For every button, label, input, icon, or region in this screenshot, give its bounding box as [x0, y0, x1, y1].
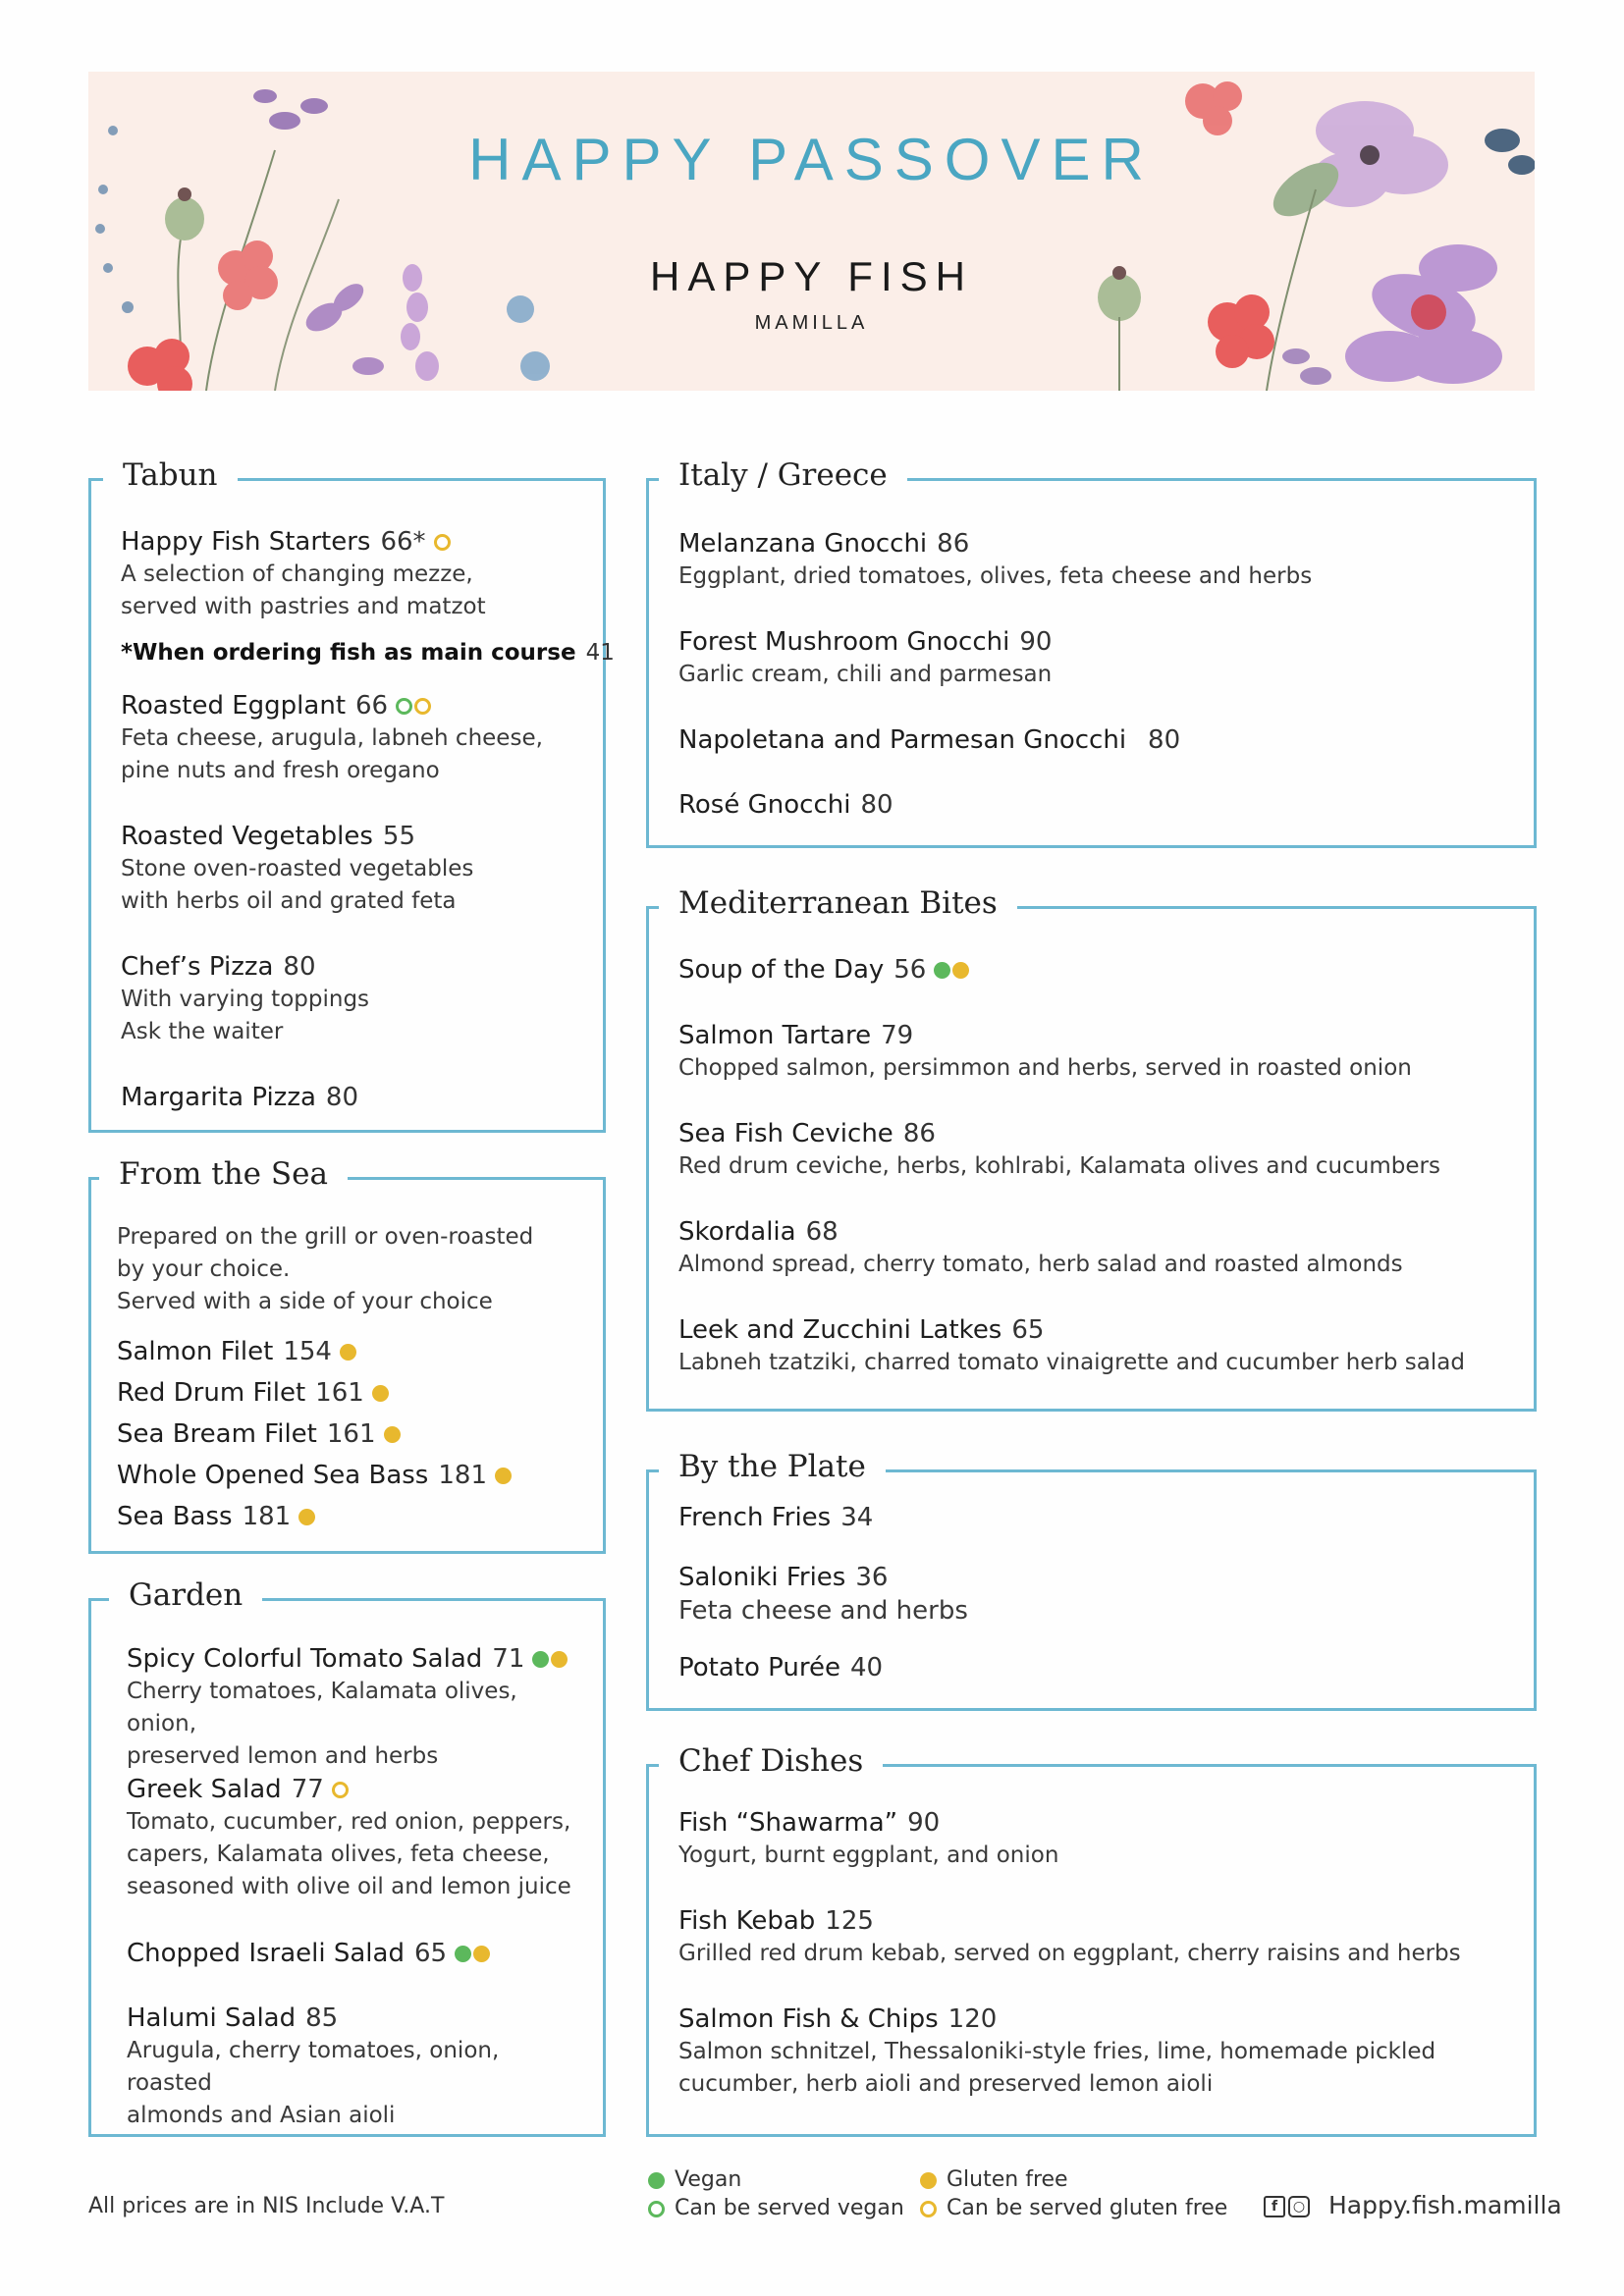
item-price: 80 — [1148, 725, 1181, 755]
item-price: 66 — [355, 691, 389, 721]
legend-can-gluten-free — [920, 2196, 1227, 2220]
menu-item — [678, 1651, 1514, 1684]
gluten-free-icon — [298, 1509, 315, 1525]
item-price: 80 — [283, 952, 316, 982]
note-text: *When ordering fish as main course — [121, 640, 576, 666]
floral-decoration — [88, 72, 1535, 391]
menu-item — [117, 1417, 583, 1451]
gluten-free-icon — [551, 1651, 568, 1668]
section-tabun — [88, 457, 615, 1133]
item-price: 90 — [1019, 627, 1053, 657]
item-price: 56 — [893, 955, 927, 985]
section-title: From the Sea — [99, 1154, 348, 1194]
menu-item — [117, 1376, 583, 1410]
item-price: 154 — [283, 1337, 332, 1366]
item-desc: Yogurt, burnt eggplant, and onion — [678, 1842, 1059, 1868]
item-name: Soup of the Day — [678, 955, 885, 985]
item-desc: Stone oven-roasted vegetables — [121, 856, 474, 881]
item-price: 65 — [413, 1939, 448, 1968]
item-name: Fish Kebab — [678, 1906, 816, 1936]
item-name: Forest Mushroom Gnocchi — [678, 627, 1010, 657]
vegan-icon — [532, 1651, 549, 1668]
item-name: Chef’s Pizza — [121, 952, 274, 982]
item-name: Spicy Colorful Tomato Salad — [127, 1644, 483, 1674]
header-banner — [88, 72, 1535, 391]
intro-line: Served with a side of your choice — [117, 1289, 493, 1314]
section-title: By the Plate — [659, 1447, 886, 1486]
item-desc: preserved lemon and herbs — [127, 1743, 439, 1769]
item-price: 161 — [315, 1378, 364, 1408]
legend-label: Vegan — [675, 2167, 742, 2192]
vegan-icon — [934, 962, 950, 979]
header-title: HAPPY PASSOVER — [468, 127, 1155, 192]
item-price: 66* — [380, 527, 426, 557]
gluten-free-icon — [473, 1946, 490, 1962]
menu-item — [121, 820, 583, 918]
restaurant-location: MAMILLA — [754, 312, 869, 334]
item-name: Skordalia — [678, 1217, 796, 1247]
item-price: 40 — [849, 1653, 884, 1682]
menu-item — [121, 689, 583, 787]
item-price: 181 — [242, 1502, 292, 1531]
item-desc: seasoned with olive oil and lemon juice — [127, 1874, 571, 1899]
item-desc: served with pastries and matzot — [121, 594, 486, 619]
vegan-icon — [455, 1946, 471, 1962]
gluten-free-icon — [340, 1344, 356, 1361]
item-desc: almonds and Asian aioli — [127, 2103, 396, 2128]
item-desc: Arugula, cherry tomatoes, onion, roasted — [127, 2038, 500, 2096]
menu-item — [127, 1642, 583, 1773]
item-name: Napoletana and Parmesan Gnocchi — [678, 725, 1127, 755]
can-vegan-icon — [648, 2201, 665, 2217]
can-gluten-free-icon — [332, 1782, 349, 1798]
item-name: Sea Bream Filet — [117, 1419, 317, 1449]
prices-note: All prices are in NIS Include V.A.T — [88, 2194, 445, 2218]
item-price: 90 — [907, 1808, 941, 1838]
item-desc: capers, Kalamata olives, feta cheese, — [127, 1842, 550, 1867]
gluten-free-icon — [372, 1385, 389, 1402]
facebook-icon[interactable]: f — [1264, 2196, 1285, 2217]
item-desc: Salmon schnitzel, Thessaloniki-style fries, lime, homemade pickled — [678, 2039, 1436, 2064]
legend-label: Can be served gluten free — [947, 2196, 1228, 2220]
legend-can-vegan — [648, 2196, 904, 2220]
item-price: 80 — [860, 790, 893, 820]
section-by-the-plate — [646, 1449, 1537, 1711]
instagram-icon[interactable]: ○ — [1288, 2196, 1310, 2217]
item-desc: Ask the waiter — [121, 1019, 284, 1044]
note-price: 41 — [585, 640, 615, 666]
item-name: Saloniki Fries — [678, 1563, 846, 1592]
menu-item — [121, 950, 583, 1048]
menu-item — [117, 1500, 583, 1533]
item-desc: Almond spread, cherry tomato, herb salad and roasted almonds — [678, 1252, 1403, 1277]
section-garden — [88, 1577, 606, 2137]
item-name: Margarita Pizza — [121, 1083, 316, 1112]
item-desc: Eggplant, dried tomatoes, olives, feta cheese and herbs — [678, 563, 1313, 589]
social-link[interactable] — [1264, 2191, 1562, 2219]
item-desc: Garlic cream, chili and parmesan — [678, 662, 1053, 687]
item-desc: Grilled red drum kebab, served on eggplant, cherry raisins and herbs — [678, 1941, 1461, 1966]
section-title: Italy / Greece — [659, 455, 907, 495]
gluten-free-icon — [384, 1426, 401, 1443]
section-title: Tabun — [103, 455, 238, 495]
menu-item — [678, 1806, 1514, 1872]
can-gluten-free-icon — [434, 534, 451, 551]
item-desc: Tomato, cucumber, red onion, peppers, — [127, 1809, 571, 1835]
section-mediterranean-bites — [646, 885, 1537, 1412]
item-name: Halumi Salad — [127, 2003, 297, 2033]
item-price: 34 — [840, 1503, 874, 1532]
item-name: Potato Purée — [678, 1653, 840, 1682]
item-name: French Fries — [678, 1503, 832, 1532]
item-name: Salmon Tartare — [678, 1021, 872, 1050]
item-desc: Feta cheese and herbs — [678, 1596, 968, 1626]
item-name: Roasted Vegetables — [121, 822, 373, 851]
menu-item — [127, 1773, 583, 1903]
item-price: 36 — [855, 1563, 889, 1592]
item-price: 86 — [902, 1119, 936, 1148]
social-handle[interactable]: Happy.fish.mamilla — [1327, 2191, 1562, 2219]
item-desc: A selection of changing mezze, — [121, 561, 473, 587]
item-desc: Labneh tzatziki, charred tomato vinaigrette and cucumber herb salad — [678, 1350, 1465, 1375]
menu-item — [127, 2002, 583, 2132]
item-name: Leek and Zucchini Latkes — [678, 1315, 1002, 1345]
menu-item — [678, 1561, 1514, 1628]
item-desc: Chopped salmon, persimmon and herbs, served in roasted onion — [678, 1055, 1412, 1081]
menu-item — [678, 723, 1514, 757]
can-gluten-free-icon — [920, 2201, 937, 2217]
item-desc: With varying toppings — [121, 987, 370, 1012]
item-desc: cucumber, herb aioli and preserved lemon aioli — [678, 2071, 1214, 2097]
section-from-the-sea — [88, 1156, 606, 1554]
menu-item — [678, 1215, 1514, 1281]
item-name: Sea Bass — [117, 1502, 233, 1531]
item-desc: Red drum ceviche, herbs, kohlrabi, Kalamata olives and cucumbers — [678, 1153, 1440, 1179]
intro-line: Prepared on the grill or oven-roasted — [117, 1224, 534, 1250]
menu-note — [121, 636, 615, 669]
item-name: Rosé Gnocchi — [678, 790, 851, 820]
item-price: 55 — [382, 822, 415, 851]
item-price: 86 — [937, 529, 970, 559]
item-name: Red Drum Filet — [117, 1378, 306, 1408]
menu-item — [678, 1501, 1514, 1534]
item-name: Melanzana Gnocchi — [678, 529, 928, 559]
menu-item — [678, 1904, 1514, 1970]
section-title: Garden — [109, 1575, 262, 1615]
item-name: Fish “Shawarma” — [678, 1808, 898, 1838]
item-price: 85 — [305, 2003, 339, 2033]
item-name: Sea Fish Ceviche — [678, 1119, 893, 1148]
item-name: Salmon Fish & Chips — [678, 2004, 939, 2034]
item-name: Chopped Israeli Salad — [127, 1939, 405, 1968]
menu-item — [678, 953, 1514, 987]
item-name: Roasted Eggplant — [121, 691, 347, 721]
section-chef-dishes — [646, 1743, 1537, 2137]
gluten-free-icon — [920, 2172, 937, 2189]
menu-item — [678, 1019, 1514, 1085]
item-price: 80 — [325, 1083, 358, 1112]
gluten-free-icon — [952, 962, 969, 979]
item-desc: Cherry tomatoes, Kalamata olives, onion, — [127, 1679, 517, 1736]
vegan-icon — [648, 2172, 665, 2189]
menu-item — [678, 2002, 1514, 2101]
menu-item — [117, 1459, 583, 1492]
section-intro — [117, 1221, 583, 1318]
item-desc: pine nuts and fresh oregano — [121, 758, 440, 783]
item-name: Greek Salad — [127, 1775, 282, 1804]
item-desc: Feta cheese, arugula, labneh cheese, — [121, 725, 543, 751]
item-price: 125 — [825, 1906, 874, 1936]
menu-item — [678, 788, 1514, 822]
item-price: 71 — [492, 1644, 525, 1674]
intro-line: by your choice. — [117, 1256, 291, 1282]
item-price: 181 — [438, 1461, 487, 1490]
menu-item — [678, 1117, 1514, 1183]
item-name: Happy Fish Starters — [121, 527, 371, 557]
menu-item — [678, 625, 1514, 691]
menu-item — [121, 525, 583, 623]
item-price: 65 — [1011, 1315, 1045, 1345]
menu-item — [127, 1937, 583, 1970]
item-price: 79 — [881, 1021, 914, 1050]
can-gluten-free-icon — [414, 698, 431, 715]
menu-item — [121, 1081, 583, 1114]
item-name: Whole Opened Sea Bass — [117, 1461, 429, 1490]
can-vegan-icon — [396, 698, 412, 715]
legend-label: Gluten free — [947, 2167, 1068, 2192]
section-title: Chef Dishes — [659, 1741, 883, 1781]
legend-vegan — [648, 2167, 741, 2192]
restaurant-name: HAPPY FISH — [650, 253, 973, 299]
section-italy-greece — [646, 457, 1537, 848]
menu-item — [117, 1335, 583, 1368]
item-name: Salmon Filet — [117, 1337, 274, 1366]
section-title: Mediterranean Bites — [659, 883, 1017, 923]
gluten-free-icon — [495, 1468, 512, 1484]
menu-item — [678, 1313, 1514, 1379]
legend-label: Can be served vegan — [675, 2196, 904, 2220]
legend-gluten-free — [920, 2167, 1068, 2192]
item-price: 161 — [326, 1419, 376, 1449]
item-price: 68 — [805, 1217, 839, 1247]
item-price: 77 — [291, 1775, 324, 1804]
item-desc: with herbs oil and grated feta — [121, 888, 457, 914]
menu-item — [678, 527, 1514, 593]
item-price: 120 — [947, 2004, 998, 2034]
